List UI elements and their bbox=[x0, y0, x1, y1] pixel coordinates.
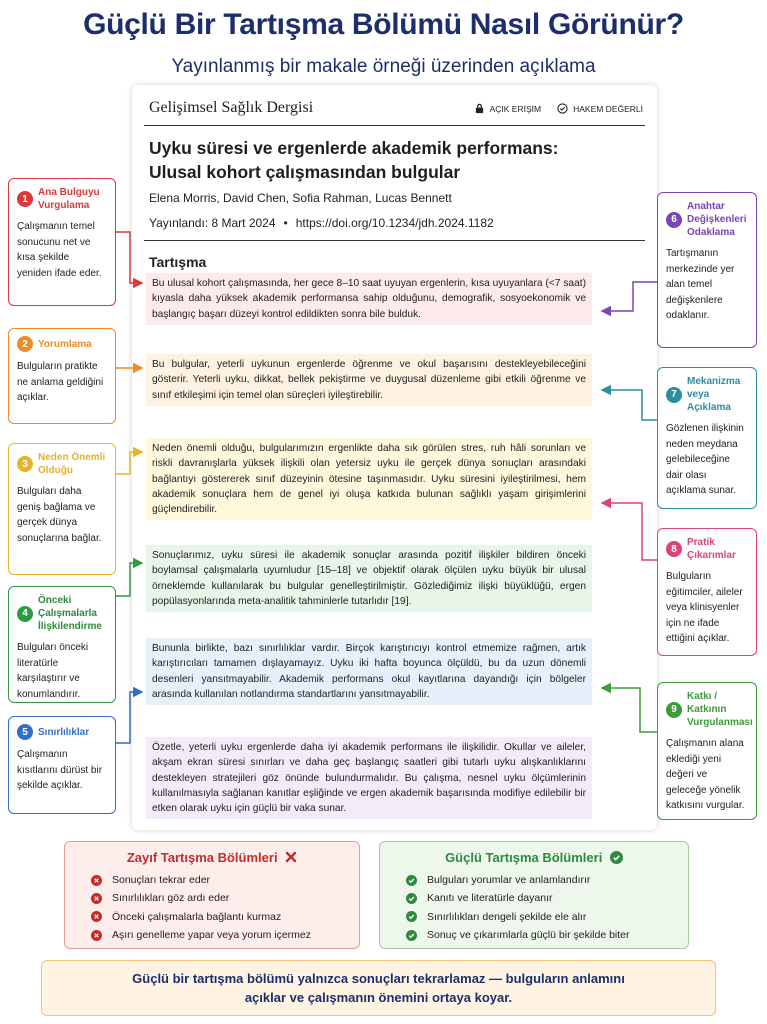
check-circle-icon bbox=[406, 893, 417, 904]
callout-title: Yorumlama bbox=[38, 338, 92, 350]
check-circle-icon bbox=[406, 911, 417, 922]
callout-title: Mekanizma veya Açıklama bbox=[687, 376, 741, 413]
discussion-paragraph-prior-work: Sonuçlarımız, uyku süresi ile akademik sonuçlar arasında pozitif ilişkiler bildiren önceki boylamsal çalışmalarla uyumludur [15–18] ve objektif olarak ölçülen uyku büyük bir ulusal örneklemde kullanılarak bu bulgular genelleştirilmiştir. Gözlediğimiz ilişki büyüklüğü, ergen popülasyonlarında meta-analitik tahminlerle tutarlıdır [19]. bbox=[146, 545, 592, 612]
doi-link[interactable]: https://doi.org/10.1234/jdh.2024.1182 bbox=[295, 216, 494, 230]
callout-prior-work bbox=[8, 586, 116, 703]
publication-date: Yayınlandı: 8 Mart 2024 bbox=[149, 216, 276, 230]
discussion-paragraph-main-finding: Bu ulusal kohort çalışmasında, her gece 8–10 saat uyuyan ergenlerin, kısa uyuyanlara (<7 saat) kıyasla daha yüksek akademik performansa sahip olduğunu, demografik, sosyoekonomik ve başlangıç başarı düzeyi kontrol edildikten sonra bile bulduk. bbox=[146, 273, 592, 325]
lock-icon bbox=[474, 103, 485, 114]
callout-body: Çalışmanın temel sonucunu net ve kısa şekilde yeniden ifade eder. bbox=[17, 221, 102, 279]
strong-box-heading bbox=[392, 850, 676, 865]
callout-key-variables bbox=[657, 192, 757, 348]
callout-number: 4 bbox=[17, 606, 33, 622]
callout-title: Katkı / Katkının Vurgulanması bbox=[687, 691, 753, 728]
weak-box-title: Zayıf Tartışma Bölümleri bbox=[126, 850, 278, 865]
callout-contribution bbox=[657, 682, 757, 820]
list-item: Aşırı genelleme yapar veya yorum içermez bbox=[77, 926, 347, 944]
header-divider bbox=[144, 125, 645, 126]
callout-title: Önceki Çalışmalarla İlişkilendirme bbox=[38, 595, 102, 632]
callout-number: 2 bbox=[17, 336, 33, 352]
callout-limitations bbox=[8, 716, 116, 814]
strong-discussion-box bbox=[379, 841, 689, 949]
section-divider bbox=[144, 240, 645, 241]
discussion-paragraph-significance: Neden önemli olduğu, bulgularımızın ergenlikte daha sık görülen stres, ruh hâli sorunları ve riskli davranışlarla yüksek ilişkili olan yetersiz uyku ile gerçek dünya sonuçları arasındaki bağlantıyı göstererek sınıf düzeyinin ötesine taşınmasıdır. Uyku süresini iyileştirilmesi, hem akademik sonuçlara hem de genel iyi oluşa katkıda bulunan sağlıklı yaşam girişimlerini güçlendirebilir. bbox=[146, 438, 592, 520]
weak-discussion-box bbox=[64, 841, 360, 949]
x-circle-icon bbox=[91, 893, 102, 904]
peer-reviewed-label: HAKEM DEĞERLİ bbox=[573, 103, 643, 114]
discussion-paragraph-interpretation: Bu bulgular, yeterli uykunun ergenlerde öğrenme ve okul başarısını destekleyebileceğini gösterir. Yeterli uyku, dikkat, bellek pekiştirme ve duygusal düzenleme gibi etkili öğrenme ve sınıf etkileşimi için temel olan süreçleri iyileştirebilir. bbox=[146, 354, 592, 406]
callout-body: Bulguları daha geniş bağlama ve gerçek dünya sonuçlarına bağlar. bbox=[17, 486, 102, 544]
callout-main-finding bbox=[8, 178, 116, 306]
check-circle-icon bbox=[610, 851, 623, 864]
callout-body: Çalışmanın alana eklediği yeni değeri ve geleceğe yönelik katkısını vurgular. bbox=[666, 738, 745, 811]
check-circle-icon bbox=[406, 930, 417, 941]
callout-title: Sınırlılıklar bbox=[38, 726, 90, 738]
callout-number: 5 bbox=[17, 724, 33, 740]
article-badges bbox=[474, 103, 643, 114]
open-access-badge bbox=[474, 103, 541, 114]
weak-list bbox=[77, 871, 347, 945]
callout-number: 6 bbox=[666, 212, 682, 228]
open-access-label: AÇIK ERİŞİM bbox=[489, 103, 542, 114]
discussion-paragraph-conclusion: Özetle, yeterli uyku ergenlerde daha iyi akademik performans ile ilişkilidir. Okullar ve aileler, akşam ekran süresi sınırları ve daha geç başlangıç saatleri gibi tutarlı uyku alışkanlıklarını destekleyen stratejileri göz önünde bulundurmalıdır. Bu çalışma, nesnel uyku ölçümlerinin kullanılmasıyla sağlanan kanıtlar eşliğinde ve ergen akademik başarısında modifiye edilebilir bir etken olarak uyku için güçlü bir vaka sunar. bbox=[146, 737, 592, 819]
peer-reviewed-badge bbox=[557, 103, 643, 114]
callout-title: Ana Bulguyu Vurgulama bbox=[38, 187, 100, 211]
callout-body: Bulguların pratikte ne anlama geldiğini açıklar. bbox=[17, 361, 104, 403]
page-title: Güçlü Bir Tartışma Bölümü Nasıl Görünür? bbox=[83, 8, 684, 41]
callout-body: Tartışmanın merkezinde yer alan temel değişkenlere odaklanır. bbox=[666, 248, 735, 321]
page-subtitle: Yayınlanmış bir makale örneği üzerinden açıklama bbox=[171, 56, 596, 77]
strong-list bbox=[392, 871, 676, 945]
summary-footer: Güçlü bir tartışma bölümü yalnızca sonuçları tekrarlamaz — bulguların anlamını açıklar ve çalışmanın önemini ortaya koyar. bbox=[41, 960, 716, 1016]
callout-number: 7 bbox=[666, 387, 682, 403]
callout-number: 1 bbox=[17, 191, 33, 207]
callout-interpretation bbox=[8, 328, 116, 424]
callout-significance bbox=[8, 443, 116, 575]
list-item: Önceki çalışmalarla bağlantı kurmaz bbox=[77, 908, 347, 926]
callout-number: 8 bbox=[666, 541, 682, 557]
callout-title: Neden Önemli Olduğu bbox=[38, 452, 106, 476]
callout-body: Çalışmanın kısıtlarını dürüst bir şekilde açıklar. bbox=[17, 749, 103, 791]
list-item: Sonuçları tekrar eder bbox=[77, 871, 347, 889]
callout-mechanism bbox=[657, 367, 757, 509]
list-item: Sınırlılıkları göz ardı eder bbox=[77, 889, 347, 907]
list-item: Sınırlılıkları dengeli şekilde ele alır bbox=[392, 908, 676, 926]
x-circle-icon bbox=[91, 911, 102, 922]
list-item: Kanıtı ve literatürle dayanır bbox=[392, 889, 676, 907]
callout-body: Bulguların eğitimciler, aileler veya klinisyenler için ne ifade ettiğini açıklar. bbox=[666, 571, 743, 644]
callout-title: Anahtar Değişkenleri Odaklama bbox=[687, 201, 747, 238]
discussion-paragraph-limitations: Bununla birlikte, bazı sınırlılıklar vardır. Birçok karıştırıcıyı kontrol etmemize rağmen, artık karıştırıcıları tamamen dışlayamayız. Uyku iki hafta boyunca ölçüldü, bu da uzun dönemli desenleri yansıtmayabilir. Akademik performans okul kayıtlarına dayandığı için bölgeler arasında kullanılan notlandırma standartlarını yansıtmayabilir. bbox=[146, 638, 592, 705]
list-item: Sonuç ve çıkarımlarla güçlü bir şekilde biter bbox=[392, 926, 676, 944]
article-authors: Elena Morris, David Chen, Sofia Rahman, Lucas Bennett bbox=[149, 191, 452, 205]
check-circle-icon bbox=[406, 875, 417, 886]
callout-number: 9 bbox=[666, 702, 682, 718]
x-circle-icon bbox=[91, 875, 102, 886]
callout-body: Gözlenen ilişkinin neden meydana gelebileceğine dair olası açıklama sunar. bbox=[666, 423, 744, 496]
discussion-heading: Tartışma bbox=[149, 254, 207, 270]
strong-box-title: Güçlü Tartışma Bölümleri bbox=[445, 850, 603, 865]
article-paper bbox=[132, 85, 657, 830]
cross-icon bbox=[285, 851, 297, 863]
publication-info: Yayınlandı: 8 Mart 2024 • https://doi.org/10.1234/jdh.2024.1182 bbox=[149, 216, 494, 230]
weak-box-heading bbox=[77, 850, 347, 865]
x-circle-icon bbox=[91, 930, 102, 941]
article-title: Uyku süresi ve ergenlerde akademik performans: Ulusal kohort çalışmasından bulgular bbox=[149, 138, 559, 182]
callout-title: Pratik Çıkarımlar bbox=[687, 537, 736, 561]
callout-practical-implications bbox=[657, 528, 757, 656]
callout-number: 3 bbox=[17, 456, 33, 472]
journal-name: Gelişimsel Sağlık Dergisi bbox=[149, 99, 314, 116]
list-item: Bulguları yorumlar ve anlamlandırır bbox=[392, 871, 676, 889]
callout-body: Bulguları önceki literatürle karşılaştırır ve konumlandırır. bbox=[17, 642, 89, 700]
check-circle-icon bbox=[557, 103, 568, 114]
